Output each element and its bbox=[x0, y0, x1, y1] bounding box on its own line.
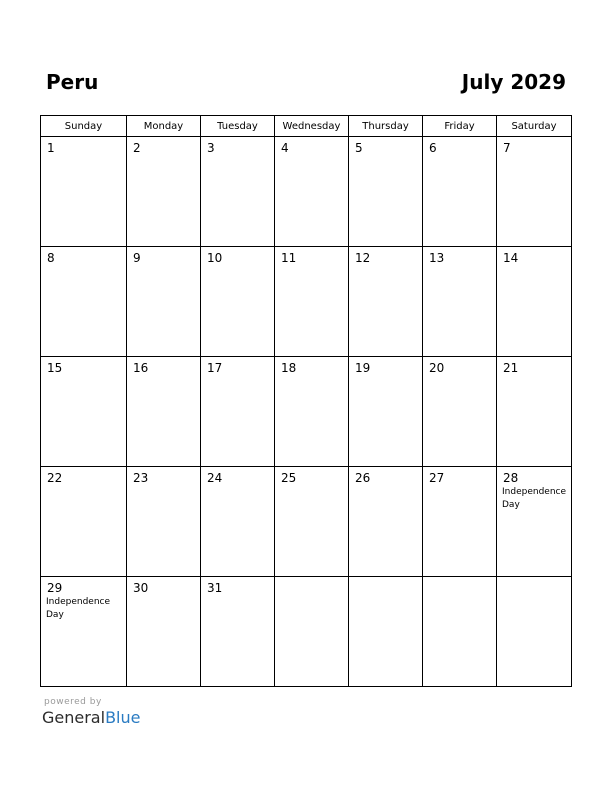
day-cell bbox=[349, 247, 423, 357]
day-number: 13 bbox=[429, 251, 445, 265]
day-cell bbox=[275, 357, 349, 467]
day-cell bbox=[497, 577, 572, 687]
brand-blue-text: Blue bbox=[105, 708, 141, 727]
day-number: 11 bbox=[281, 251, 297, 265]
weekday-tuesday: Tuesday bbox=[201, 116, 275, 137]
calendar-grid bbox=[40, 115, 572, 687]
day-cell bbox=[423, 467, 497, 577]
day-number: 3 bbox=[207, 141, 215, 155]
day-cell bbox=[497, 247, 572, 357]
day-cell bbox=[41, 467, 127, 577]
day-number: 1 bbox=[47, 141, 55, 155]
day-cell bbox=[497, 357, 572, 467]
day-number: 7 bbox=[503, 141, 511, 155]
day-number: 8 bbox=[47, 251, 55, 265]
holiday-label: Independence Day bbox=[502, 487, 567, 510]
weekday-monday: Monday bbox=[127, 116, 201, 137]
week-row bbox=[41, 357, 572, 467]
day-number bbox=[275, 577, 348, 581]
day-number: 16 bbox=[133, 361, 149, 375]
day-number: 26 bbox=[355, 471, 371, 485]
week-row bbox=[41, 467, 572, 577]
day-cell bbox=[423, 577, 497, 687]
weekday-sunday: Sunday bbox=[41, 116, 127, 137]
day-cell bbox=[275, 247, 349, 357]
day-number: 14 bbox=[503, 251, 519, 265]
day-number: 5 bbox=[355, 141, 363, 155]
day-number: 24 bbox=[207, 471, 223, 485]
day-cell bbox=[423, 137, 497, 247]
day-cell bbox=[127, 137, 201, 247]
day-number: 10 bbox=[207, 251, 223, 265]
day-cell bbox=[349, 577, 423, 687]
day-number: 19 bbox=[355, 361, 371, 375]
day-number: 29 bbox=[47, 581, 63, 595]
weekday-header-row bbox=[41, 116, 572, 137]
day-number bbox=[349, 577, 422, 581]
day-number: 31 bbox=[207, 581, 223, 595]
day-cell bbox=[349, 357, 423, 467]
holiday-label: Independence Day bbox=[46, 597, 111, 620]
weekday-wednesday: Wednesday bbox=[275, 116, 349, 137]
day-cell bbox=[349, 467, 423, 577]
country-title: Peru bbox=[46, 70, 99, 94]
day-cell bbox=[41, 137, 127, 247]
month-year-title: July 2029 bbox=[461, 70, 566, 94]
day-number: 28 bbox=[503, 471, 519, 485]
day-number: 21 bbox=[503, 361, 519, 375]
day-cell bbox=[201, 247, 275, 357]
day-cell bbox=[127, 247, 201, 357]
generalblue-logo[interactable] bbox=[42, 708, 140, 727]
day-number: 6 bbox=[429, 141, 437, 155]
day-cell bbox=[423, 247, 497, 357]
weekday-saturday: Saturday bbox=[497, 116, 572, 137]
day-cell bbox=[127, 577, 201, 687]
day-cell bbox=[275, 577, 349, 687]
day-number: 20 bbox=[429, 361, 445, 375]
day-cell bbox=[41, 577, 127, 687]
day-number: 23 bbox=[133, 471, 149, 485]
day-number: 17 bbox=[207, 361, 223, 375]
day-cell bbox=[423, 357, 497, 467]
day-cell bbox=[275, 137, 349, 247]
day-number: 15 bbox=[47, 361, 63, 375]
day-number: 9 bbox=[133, 251, 141, 265]
day-number: 12 bbox=[355, 251, 371, 265]
day-cell bbox=[201, 137, 275, 247]
day-cell bbox=[41, 247, 127, 357]
day-number: 2 bbox=[133, 141, 141, 155]
day-cell bbox=[201, 467, 275, 577]
week-row bbox=[41, 247, 572, 357]
weekday-thursday: Thursday bbox=[349, 116, 423, 137]
day-cell bbox=[127, 357, 201, 467]
week-row bbox=[41, 137, 572, 247]
day-number: 22 bbox=[47, 471, 63, 485]
brand-general-text: General bbox=[42, 708, 106, 727]
day-number: 18 bbox=[281, 361, 297, 375]
day-cell bbox=[201, 357, 275, 467]
day-number: 30 bbox=[133, 581, 149, 595]
day-cell bbox=[497, 137, 572, 247]
day-cell bbox=[41, 357, 127, 467]
day-cell bbox=[201, 577, 275, 687]
day-number bbox=[497, 577, 571, 581]
day-cell bbox=[497, 467, 572, 577]
day-number: 4 bbox=[281, 141, 289, 155]
day-cell bbox=[349, 137, 423, 247]
week-row bbox=[41, 577, 572, 687]
powered-by-text: powered by bbox=[44, 697, 102, 707]
day-number: 25 bbox=[281, 471, 297, 485]
day-cell bbox=[275, 467, 349, 577]
day-number: 27 bbox=[429, 471, 445, 485]
day-cell bbox=[127, 467, 201, 577]
day-number bbox=[423, 577, 496, 581]
weekday-friday: Friday bbox=[423, 116, 497, 137]
